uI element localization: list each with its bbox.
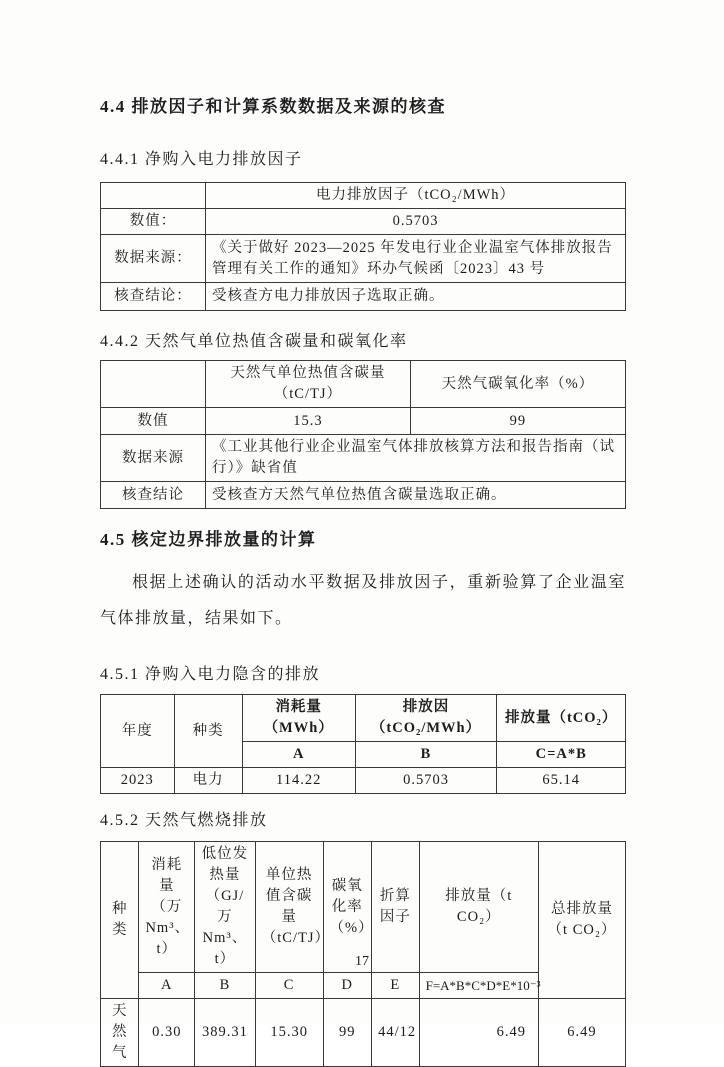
source-value-cell: 《关于做好 2023—2025 年发电行业企业温室气体排放报告管理有关工作的通知》环办气候函〔2023〕43 号 [206,235,626,283]
factor-cell: 0.5703 [355,768,497,794]
oxidation-value-cell: 99 [410,408,625,435]
electricity-emission-table [100,694,626,794]
conclusion-label-cell: 核查结论： [101,283,206,311]
type-cell: 电力 [174,768,242,794]
table-row [101,408,626,435]
table-row [101,999,626,1067]
year-cell: 2023 [101,768,175,794]
col-c-header-cell: C [255,973,323,999]
table-row [101,361,626,408]
col-d-header-cell: D [323,973,372,999]
page-content [100,0,626,1067]
emission-header-cell: 排放量（tCO₂） [497,695,626,742]
electricity-factor-header-cell: 电力排放因子（tCO₂/MWh） [206,183,626,209]
carbon-value-cell: 15.3 [206,408,411,435]
consumption-cell: 114.22 [242,768,355,794]
conversion-factor-cell: 44/12 [372,999,420,1067]
emission-cell: 6.49 [419,999,538,1067]
total-emission-cell: 6.49 [538,999,625,1067]
page-number: 17 [355,954,369,969]
table-row [101,183,626,209]
emission-header-cell: 排放量（t CO₂） [419,842,538,973]
table-row [101,235,626,283]
consumption-header-cell: 消耗量（万 Nm³、t） [139,842,195,973]
consumption-header-cell: 消耗量（MWh） [242,695,355,742]
oxidation-cell: 99 [323,999,372,1067]
col-b-header-cell: B [195,973,256,999]
table-row [101,842,626,973]
col-e-header-cell: E [372,973,420,999]
year-header-cell: 年度 [101,695,175,768]
table-row [101,283,626,311]
carbon-content-cell: 15.30 [255,999,323,1067]
table-row [101,695,626,742]
conversion-factor-header-cell: 折算因子 [372,842,420,973]
conclusion-label-cell: 核查结论 [101,482,206,509]
paragraph-4-5: 根据上述确认的活动水平数据及排放因子，重新验算了企业温室气体排放量，结果如下。 [100,574,626,627]
type-header-cell: 种类 [101,842,139,999]
conclusion-value-cell: 受核查方天然气单位热值含碳量选取正确。 [206,482,626,509]
conclusion-value-cell: 受核查方电力排放因子选取正确。 [206,283,626,311]
col-a-header-cell: A [139,973,195,999]
emission-cell: 65.14 [497,768,626,794]
empty-cell [101,183,206,209]
table-row [101,768,626,794]
carbon-content-header-cell: 天然气单位热值含碳量（tC/TJ） [206,361,411,408]
ncv-header-cell: 低位发热量（GJ/万 Nm³、t） [195,842,256,973]
gas-factor-table [100,360,626,509]
oxidation-rate-header-cell: 天然气碳氧化率（%） [410,361,625,408]
heading-4-5-1: 4.5.1 净购入电力隐含的排放 [100,666,321,683]
empty-cell [101,361,206,408]
heading-4-4-1: 4.4.1 净购入电力排放因子 [100,151,303,168]
col-f-header-cell: F=A*B*C*D*E*10⁻³ [419,973,538,999]
electricity-factor-table [100,182,626,311]
ncv-cell: 389.31 [195,999,256,1067]
value-label-cell: 数值： [101,209,206,235]
total-emission-header-cell: 总排放量（t CO₂） [538,842,625,999]
table-row [101,482,626,509]
col-c-header-cell: C=A*B [497,742,626,768]
value-label-cell: 数值 [101,408,206,435]
value-cell: 0.5703 [206,209,626,235]
table-row [101,435,626,482]
oxidation-header-cell: 碳氧化率（%） [323,842,372,973]
consumption-cell: 0.30 [139,999,195,1067]
heading-4-4-2: 4.4.2 天然气单位热值含碳量和碳氧化率 [100,333,408,350]
fuel-type-cell: 天然气 [101,999,139,1067]
carbon-content-header-cell: 单位热值含碳量（tC/TJ） [255,842,323,973]
heading-4-5-2: 4.5.2 天然气燃烧排放 [100,812,268,829]
col-a-header-cell: A [242,742,355,768]
table-row [101,209,626,235]
heading-4-5: 4.5 核定边界排放量的计算 [100,530,317,549]
source-label-cell: 数据来源 [101,435,206,482]
heading-4-4: 4.4 排放因子和计算系数数据及来源的核查 [100,97,446,116]
factor-header-cell: 排放因（tCO₂/MWh） [355,695,497,742]
source-value-cell: 《工业其他行业企业温室气体排放核算方法和报告指南（试行）》缺省值 [206,435,626,482]
source-label-cell: 数据来源： [101,235,206,283]
type-header-cell: 种类 [174,695,242,768]
col-b-header-cell: B [355,742,497,768]
